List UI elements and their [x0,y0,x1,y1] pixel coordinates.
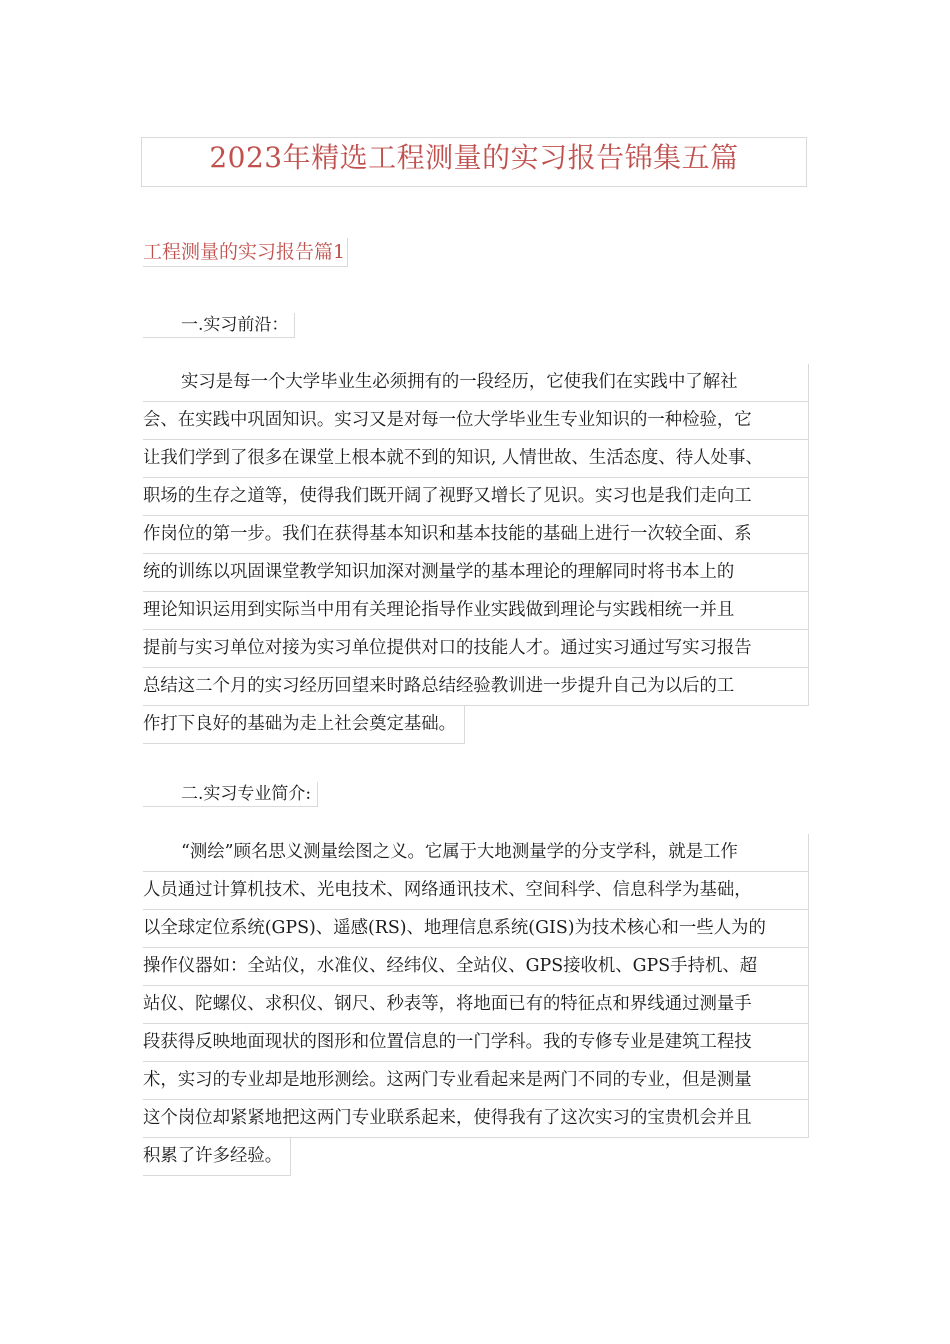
section-2-paragraph [143,834,809,1180]
paragraph-line: 提前与实习单位对接为实习单位提供对口的技能人才。通过实习通过写实习报告 [143,630,809,668]
paragraph-line: 总结这二个月的实习经历回望来时路总结经验教训进一步提升自己为以后的工 [143,668,809,706]
paragraph-line: 术，实习的专业却是地形测绘。这两门专业看起来是两门不同的专业，但是测量 [143,1062,809,1100]
section-1-paragraph [143,364,809,748]
document-title: 2023年精选工程测量的实习报告锦集五篇 [209,141,739,174]
paragraph-line: 积累了许多经验。 [143,1138,291,1176]
paragraph-line: 段获得反映地面现状的图形和位置信息的一门学科。我的专修专业是建筑工程技 [143,1024,809,1062]
paragraph-line: 人员通过计算机技术、光电技术、网络通讯技术、空间科学、信息科学为基础， [143,872,809,910]
article-subtitle: 工程测量的实习报告篇1 [143,238,348,267]
paragraph-line: 让我们学到了很多在课堂上根本就不到的知识, 人情世故、生活态度、待人处事、 [143,440,809,478]
paragraph-line: “测绘”顾名思义测量绘图之义。它属于大地测量学的分支学科，就是工作 [143,834,809,872]
section-1-heading: 一.实习前沿： [143,313,295,338]
paragraph-line: 操作仪器如：全站仪，水准仪、经纬仪、全站仪、GPS接收机、GPS手持机、超 [143,948,809,986]
paragraph-line: 会、在实践中巩固知识。实习又是对每一位大学毕业生专业知识的一种检验，它 [143,402,809,440]
title-box [141,137,807,187]
section-2-heading: 二.实习专业简介: [143,782,318,807]
paragraph-line: 这个岗位却紧紧地把这两门专业联系起来，使得我有了这次实习的宝贵机会并且 [143,1100,809,1138]
paragraph-line: 理论知识运用到实际当中用有关理论指导作业实践做到理论与实践相统一并且 [143,592,809,630]
paragraph-line: 作打下良好的基础为走上社会奠定基础。 [143,706,465,744]
paragraph-line: 职场的生存之道等，使得我们既开阔了视野又增长了见识。实习也是我们走向工 [143,478,809,516]
paragraph-line: 站仪、陀螺仪、求积仪、钢尺、秒表等，将地面已有的特征点和界线通过测量手 [143,986,809,1024]
paragraph-line: 统的训练以巩固课堂教学知识加深对测量学的基本理论的理解同时将书本上的 [143,554,809,592]
paragraph-line: 作岗位的第一步。我们在获得基本知识和基本技能的基础上进行一次较全面、系 [143,516,809,554]
paragraph-line: 以全球定位系统(GPS)、遥感(RS)、地理信息系统(GIS)为技术核心和一些人为的 [143,910,809,948]
paragraph-line: 实习是每一个大学毕业生必须拥有的一段经历，它使我们在实践中了解社 [143,364,809,402]
